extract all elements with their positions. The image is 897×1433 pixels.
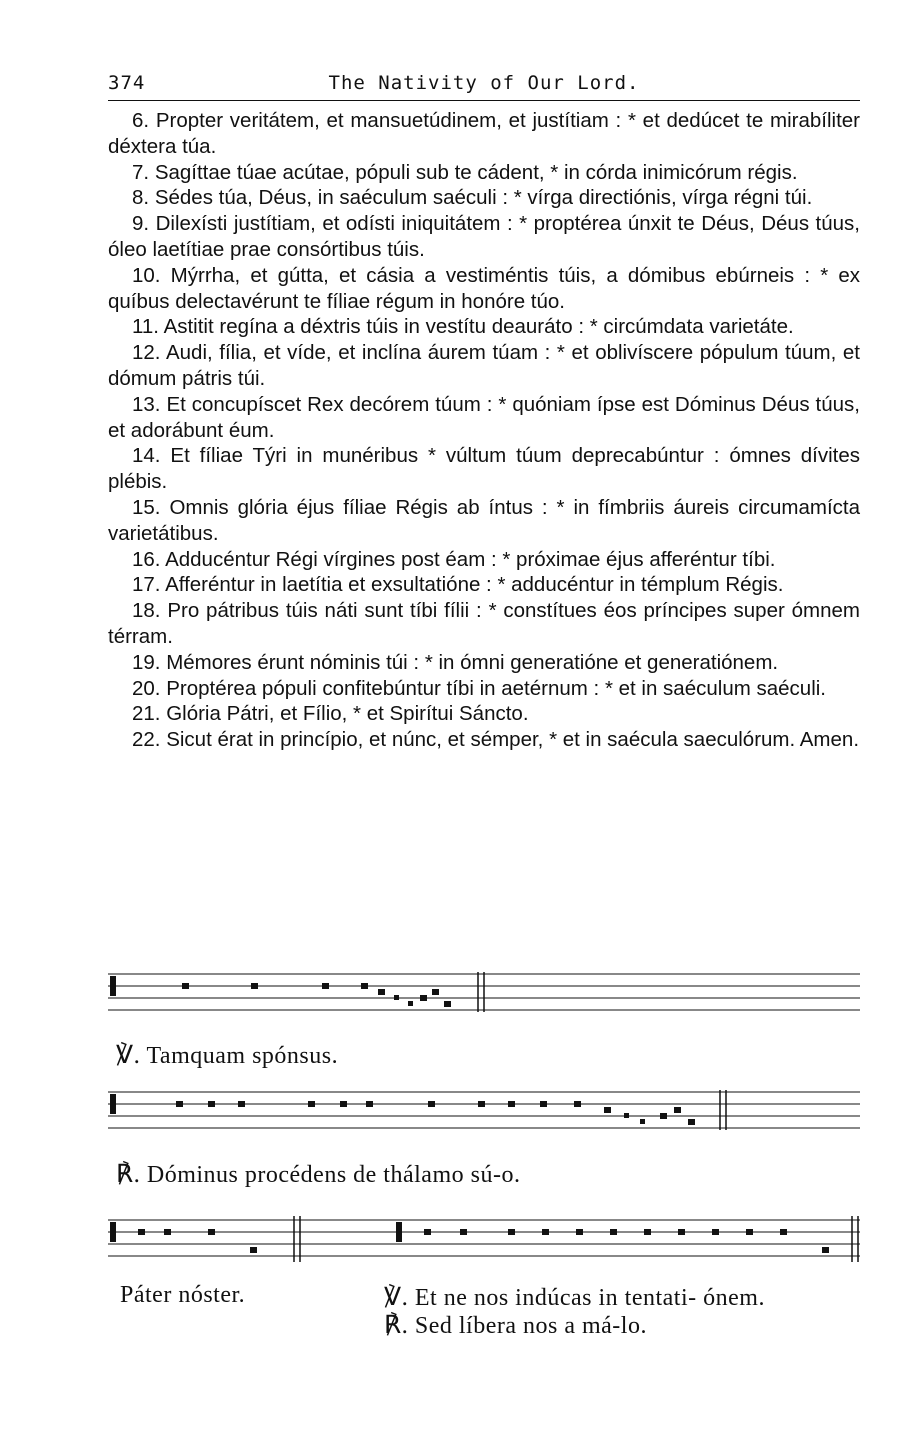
- psalm-verses: [108, 108, 860, 753]
- verse: 7. Sagíttae túae acútae, pópuli sub te cádent, * in córda inimicórum régis.: [132, 160, 798, 184]
- staff-notation: [108, 1086, 860, 1142]
- response-1: ℟. Dóminus procédens de thálamo sú-o.: [116, 1161, 521, 1188]
- verse: 20. Proptérea pópuli confitebúntur tíbi in aetérnum : * et in saéculum saéculi.: [132, 676, 826, 700]
- verse: 13. Et concupíscet Rex decórem túum : * quóniam ípse est Dóminus Déus túus, et adorábunt éum.: [108, 392, 860, 442]
- staff-notation: [108, 1214, 860, 1270]
- staff-notation: [108, 968, 860, 1024]
- chant-staff-2: [108, 1086, 860, 1142]
- pater-noster: Páter nóster.: [120, 1282, 246, 1308]
- verse: 12. Audi, fília, et víde, et inclína áurem túam : * et oblivíscere pópulum túum, et dómum pátris túi.: [108, 341, 860, 390]
- page-header: [108, 66, 860, 101]
- verse: 9. Dilexísti justítiam, et odísti iniquitátem : * proptérea únxit te Déus, Déus túus, óleo laetítiae prae consórtibus túis.: [108, 212, 860, 261]
- versicle-1: ℣. Tamquam spónsus.: [116, 1042, 339, 1069]
- verse: 10. Mýrrha, et gútta, et cásia a vestiméntis túis, a dómibus ebúrneis : * ex quíbus delectavérunt te fíliae régum in honóre túo.: [108, 263, 860, 313]
- chant-staff-3: [108, 1214, 860, 1270]
- versicle-2: ℣. Et ne nos indúcas in tentati- ónem.: [384, 1284, 765, 1311]
- chant-staff-1: [108, 968, 860, 1024]
- verse: 15. Omnis glória éjus fíliae Régis ab íntus : * in fímbriis áureis circumamícta varietátibus.: [108, 495, 860, 545]
- verse: 18. Pro pátribus túis náti sunt tíbi fílii : * constítues éos príncipes super ómnem térram.: [108, 599, 860, 648]
- verse: 21. Glória Pátri, et Fílio, * et Spirítui Sáncto.: [132, 702, 529, 726]
- verse: 16. Adducéntur Régi vírgines post éam : * próximae éjus afferéntur tíbi.: [132, 547, 776, 571]
- running-title: The Nativity of Our Lord.: [328, 72, 640, 94]
- verse: 11. Astitit regína a déxtris túis in vestítu deauráto : * circúmdata varietáte.: [132, 315, 794, 339]
- verse: 8. Sédes túa, Déus, in saéculum saéculi : * vírga directiónis, vírga régni túi.: [132, 186, 813, 210]
- verse: 19. Mémores érunt nóminis túi : * in ómni generatióne et generatiónem.: [132, 650, 779, 674]
- verse: 22. Sicut érat in princípio, et núnc, et sémper, * et in saécula saeculórum. Amen.: [132, 728, 860, 752]
- page-number: 374: [108, 72, 146, 94]
- verse: 17. Afferéntur in laetítia et exsultatióne : * adducéntur in témplum Régis.: [132, 573, 784, 597]
- verse: 14. Et fíliae Týri in munéribus * vúltum túum deprecabúntur : ómnes dívites plébis.: [108, 444, 860, 494]
- verse: 6. Propter veritátem, et mansuetúdinem, et justítiam : * et dedúcet te mirabíliter déxtera túa.: [108, 109, 860, 158]
- response-2: ℟. Sed líbera nos a má-lo.: [384, 1312, 647, 1339]
